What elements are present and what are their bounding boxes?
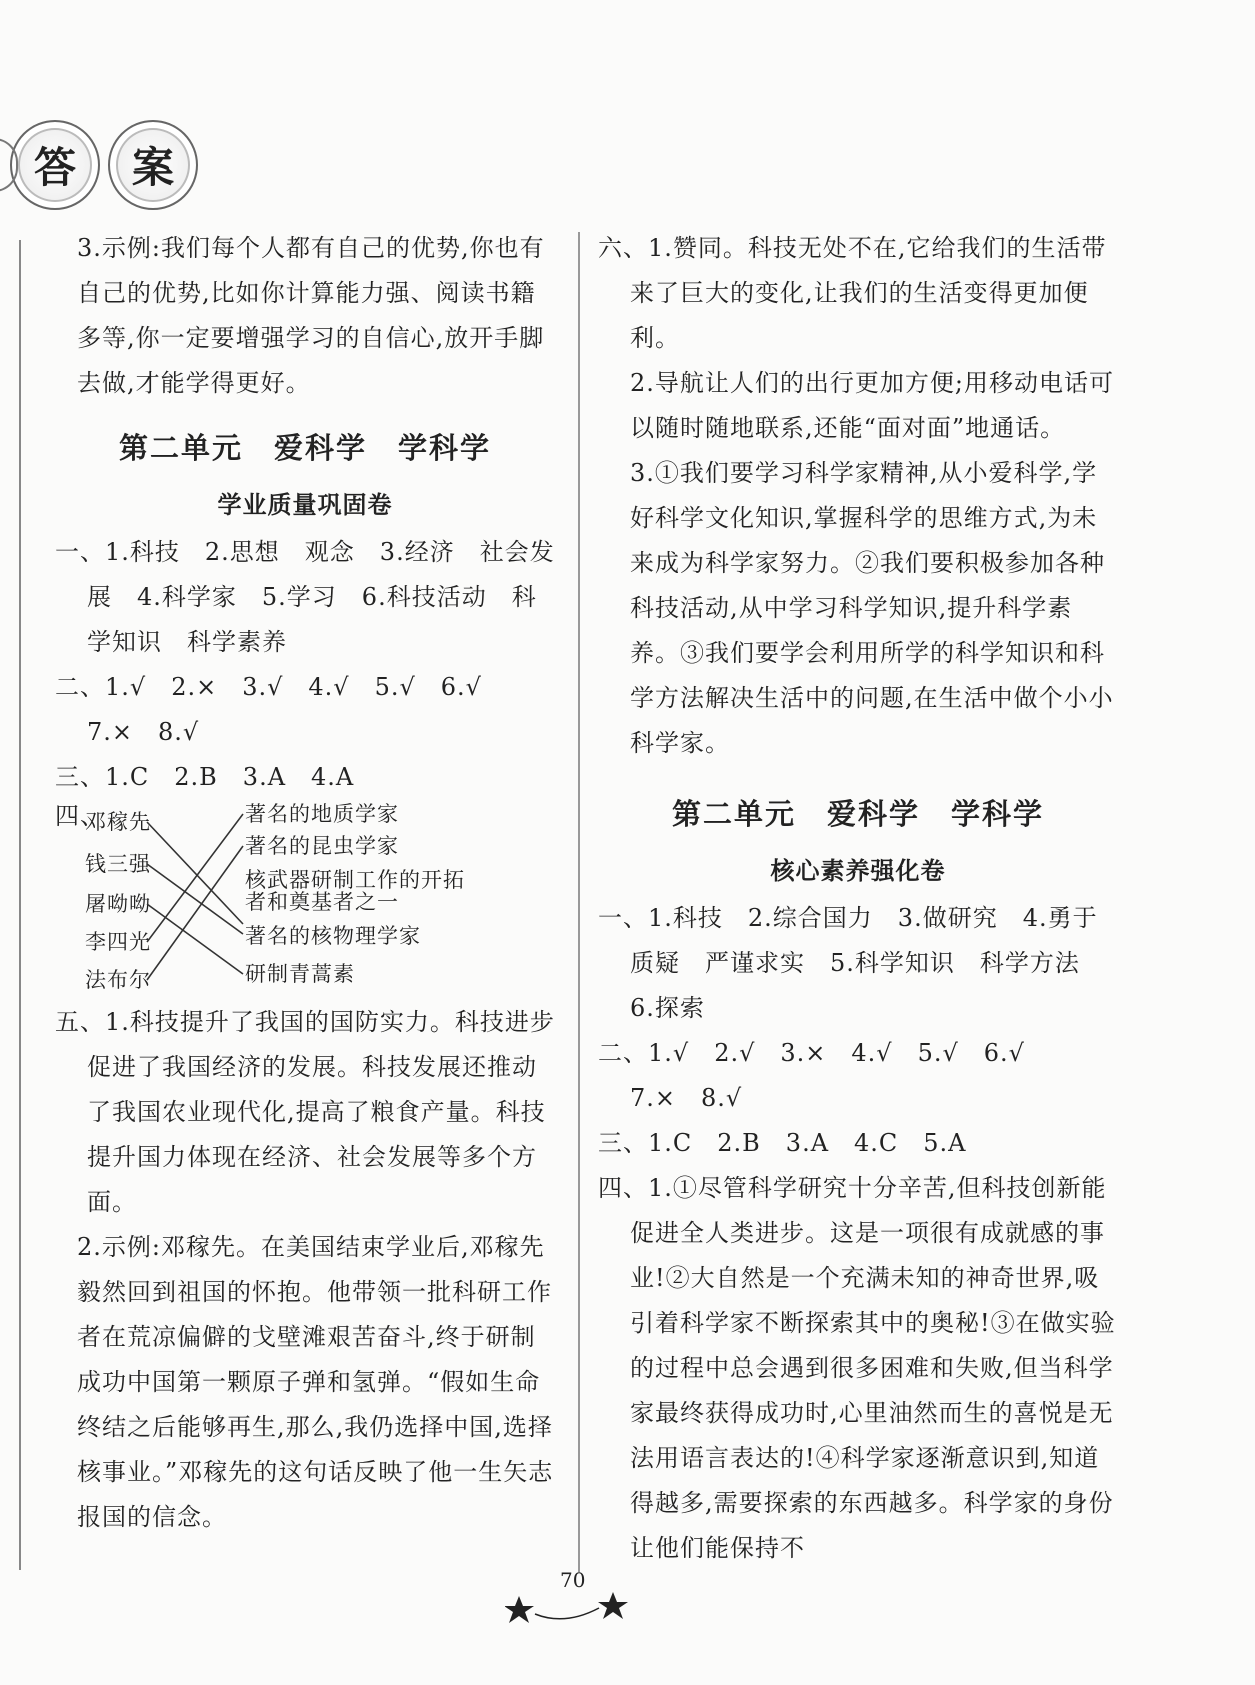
- right-section-6-3: 3.①我们要学习科学家精神,从小爱科学,学好科学文化知识,掌握科学的思维方式,为未来成为科学家努力。②我们要积极参加各种科技活动,从中学习科学知识,提升科学素养。③我们要学会利用所学的科学知识和科学方法解决生活中的问题,在生活中做个小小科学家。: [630, 459, 1114, 757]
- right-section-title: 核心素养强化卷: [770, 857, 946, 885]
- match-left-4: 李四光: [85, 930, 151, 954]
- left-unit-title: 第二单元 爱科学 学科学: [118, 431, 491, 465]
- right-section-2a: 二、1.√ 2.√ 3.× 4.√ 5.√ 6.√: [598, 1039, 1025, 1067]
- page-number: 70: [560, 1568, 586, 1592]
- left-section-2b: 7.× 8.√: [87, 718, 200, 746]
- match-left-3: 屠呦呦: [85, 892, 151, 916]
- section-4-label: 四、: [55, 802, 105, 830]
- left-q3-answer: 3.示例:我们每个人都有自己的优势,你也有自己的优势,比如你计算能力强、阅读书籍多等,你一定要增强学习的自信心,放开手脚去做,才能学得更好。: [77, 234, 545, 397]
- match-right-1: 著名的地质学家: [245, 802, 399, 826]
- match-right-3b: 者和奠基者之一: [245, 890, 399, 914]
- match-left-5: 法布尔: [85, 968, 151, 992]
- right-unit-title: 第二单元 爱科学 学科学: [671, 797, 1044, 831]
- match-right-3a: 核武器研制工作的开拓: [245, 868, 465, 892]
- left-section-2a: 二、1.√ 2.× 3.√ 4.√ 5.√ 6.√: [55, 673, 482, 701]
- right-section-2b: 7.× 8.√: [630, 1084, 743, 1112]
- line-fabre: [147, 846, 243, 980]
- matching-diagram: [55, 800, 555, 1000]
- page-footer: [505, 1568, 655, 1628]
- right-column: [598, 226, 1118, 1571]
- left-section-1: 一、1.科技 2.思想 观念 3.经济 社会发展 4.科学家 5.学习 6.科技活动 科学知识 科学素养: [55, 538, 555, 656]
- star-right-icon: [598, 1592, 628, 1619]
- match-left-1: 邓稼先: [85, 810, 151, 834]
- left-section-5-1: 五、1.科技提升了我国的国防实力。科技进步促进了我国经济的发展。科技发展还推动了我国农业现代化,提高了粮食产量。科技提升国力体现在经济、社会发展等多个方面。: [55, 1008, 555, 1216]
- match-right-5: 研制青蒿素: [245, 962, 355, 986]
- left-section-5-2: 2.示例:邓稼先。在美国结束学业后,邓稼先毅然回到祖国的怀抱。他带领一批科研工作者在荒凉偏僻的戈壁滩艰苦奋斗,终于研制成功中国第一颗原子弹和氢弹。“假如生命终结之后能够再生,那么,我仍选择中国,选择核事业。”邓稼先的这句话反映了他一生矢志报国的信念。: [77, 1233, 554, 1531]
- header-badge-da: 答: [10, 120, 100, 210]
- left-margin-rule: [19, 240, 21, 1570]
- match-left-2: 钱三强: [85, 852, 151, 876]
- header-badge-an: 案: [108, 120, 198, 210]
- column-divider: [578, 232, 580, 1572]
- right-section-6-2: 2.导航让人们的出行更加方便;用移动电话可以随时随地联系,还能“面对面”地通话。: [630, 369, 1114, 442]
- right-section-4: 四、1.①尽管科学研究十分辛苦,但科技创新能促进全人类进步。这是一项很有成就感的事业!②大自然是一个充满未知的神奇世界,吸引着科学家不断探索其中的奥秘!③在做实验的过程中总会遇到很多困难和失败,但当科学家最终获得成功时,心里油然而生的喜悦是无法用语言表达的!④科学家逐渐意识到,知道得越多,需要探索的东西越多。科学家的身份让他们能保持不: [598, 1174, 1116, 1562]
- right-section-3: 三、1.C 2.B 3.A 4.C 5.A: [598, 1129, 967, 1157]
- left-section-3: 三、1.C 2.B 3.A 4.A: [55, 763, 355, 791]
- match-right-4: 著名的核物理学家: [245, 924, 421, 948]
- right-section-6-1: 六、1.赞同。科技无处不在,它给我们的生活带来了巨大的变化,让我们的生活变得更加便利。: [598, 234, 1107, 352]
- footer-swoosh: [535, 1608, 599, 1619]
- match-right-2: 著名的昆虫学家: [245, 834, 399, 858]
- left-section-title: 学业质量巩固卷: [217, 491, 393, 519]
- line-deng: [147, 822, 243, 924]
- star-left-icon: [505, 1596, 534, 1623]
- left-column: [55, 226, 555, 1540]
- matching-lines: [55, 800, 555, 1000]
- right-section-1: 一、1.科技 2.综合国力 3.做研究 4.勇于质疑 严谨求实 5.科学知识 科学方法 6.探索: [598, 904, 1105, 1022]
- line-tu: [147, 904, 243, 974]
- answer-header: [10, 120, 198, 210]
